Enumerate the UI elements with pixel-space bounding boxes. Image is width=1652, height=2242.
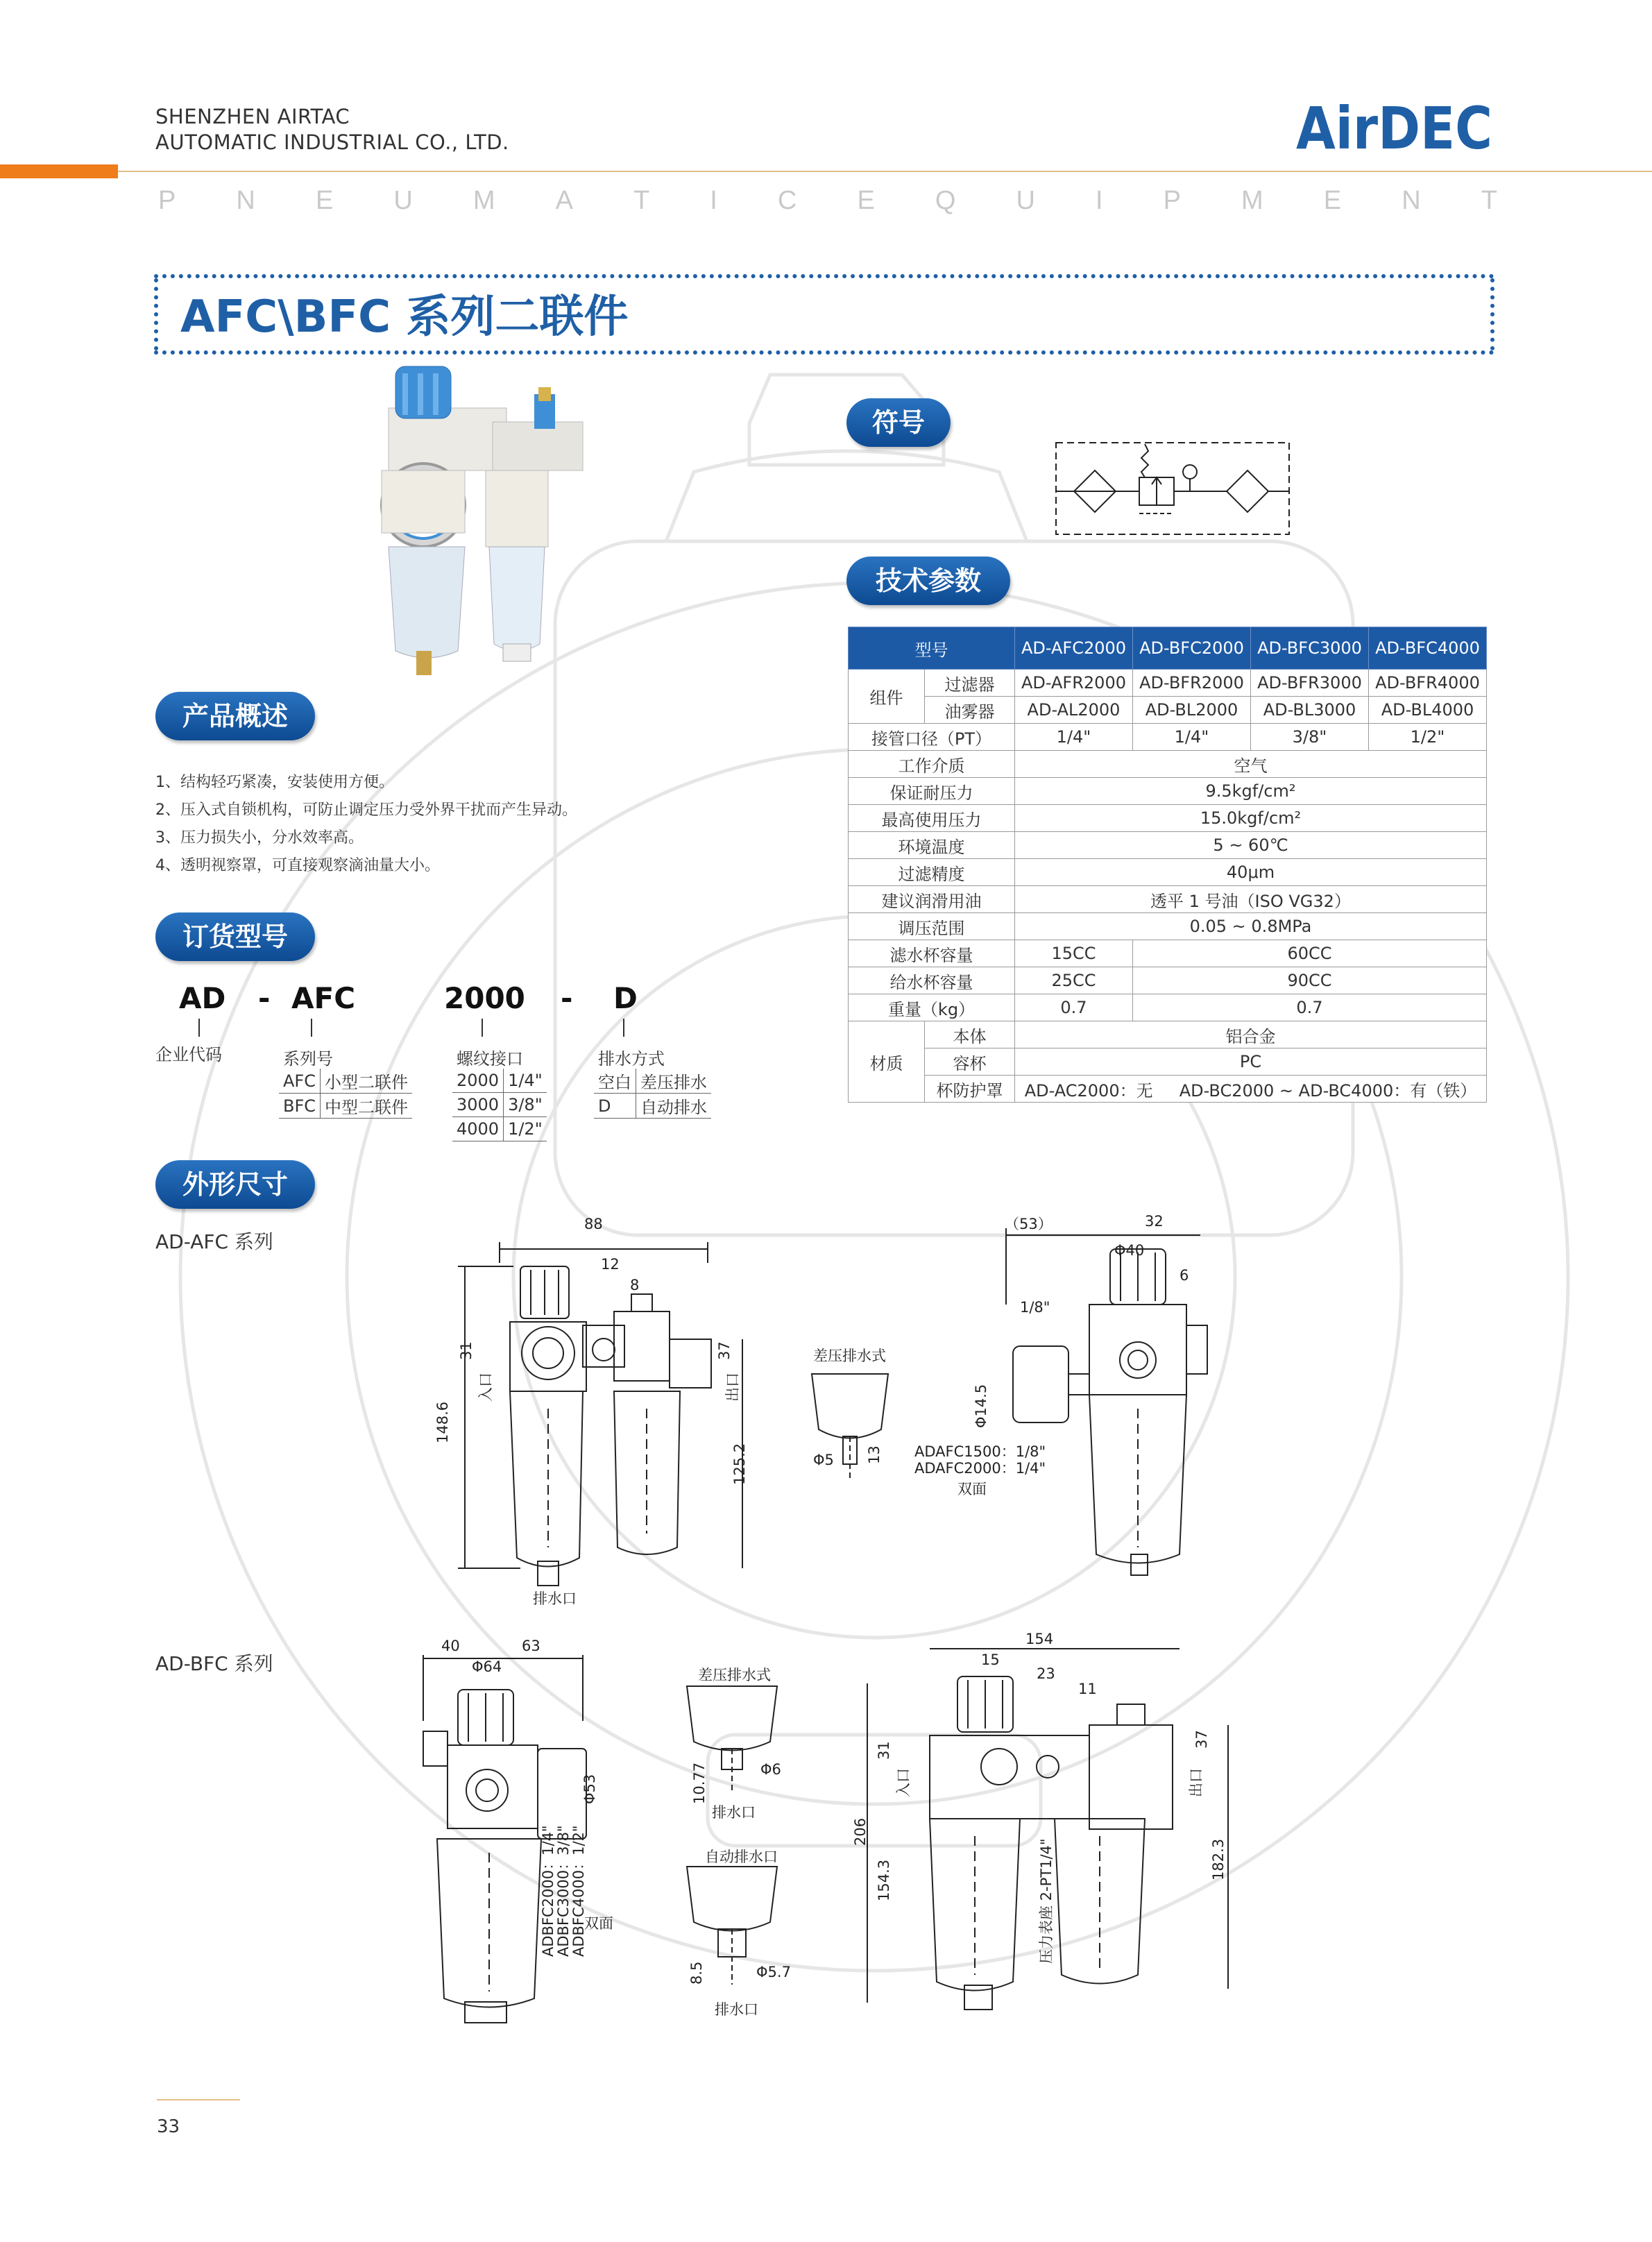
cell: AD-AFR2000 [1015, 670, 1133, 697]
cell: AD-BL2000 [1133, 697, 1251, 724]
cell: 中型二联件 [321, 1094, 413, 1119]
cell: AD-BFR3000 [1251, 670, 1369, 697]
cell: 1/4" [504, 1069, 547, 1093]
header-model: 型号 [849, 627, 1015, 670]
cell: 铝合金 [1015, 1021, 1487, 1048]
dim-53: （53） [1005, 1216, 1053, 1232]
tagline-letter: N [236, 186, 255, 215]
list-item: 3、压力损失小，分水效率高。 [155, 829, 364, 847]
tagline-letter: I [710, 186, 717, 215]
label-drain-cap: 滤水杯容量 [849, 940, 1015, 967]
cell: 2000 [452, 1069, 504, 1093]
cell: AD-BFR4000 [1369, 670, 1487, 697]
cell: PC [1015, 1048, 1487, 1076]
spec-table [848, 627, 1487, 1103]
tagline-letter: T [633, 186, 650, 215]
label-component: 组件 [849, 670, 925, 724]
label-temp: 环境温度 [849, 832, 1015, 859]
cell: 透平 1 号油（ISO VG32） [1015, 886, 1487, 913]
bfc-drain-1: 排水口 [712, 1804, 756, 1821]
bfc-auto-title: 自动排水口 [705, 1849, 778, 1865]
cell: 1/2" [1369, 724, 1487, 751]
label-material: 材质 [849, 1021, 925, 1103]
label-maxp: 最高使用压力 [849, 805, 1015, 832]
tagline [158, 186, 1497, 216]
label-proof: 保证耐压力 [849, 778, 1015, 805]
afc-series-label: AD-AFC 系列 [155, 1230, 273, 1253]
cell: AFC [279, 1069, 321, 1094]
dim-13: 13 [866, 1445, 883, 1464]
cell: 3000 [452, 1093, 504, 1117]
label-medium: 工作介质 [849, 751, 1015, 778]
dim-phi53: Φ53 [581, 1774, 598, 1804]
code-ad: AD [179, 981, 226, 1015]
label-weight: 重量（kg） [849, 994, 1015, 1021]
page-number: 33 [157, 2116, 180, 2137]
dim-afc-125: 125.2 [731, 1443, 748, 1485]
label-filter: 过滤器 [925, 670, 1015, 697]
cell: 1/4" [1015, 724, 1133, 751]
afc-both-sides: 双面 [957, 1481, 987, 1497]
list-item: 1、结构轻巧紧凑，安装使用方便。 [155, 774, 394, 791]
cell: 40μm [1015, 859, 1487, 886]
header-rule [118, 171, 1652, 172]
dim-afc-148: 148.6 [434, 1401, 451, 1443]
label-lubricator: 油雾器 [925, 697, 1015, 724]
dim-11: 11 [1078, 1681, 1097, 1697]
dim-afc-31: 31 [458, 1341, 475, 1360]
cell: 1/2" [504, 1117, 547, 1141]
afc-diff-title: 差压排水式 [813, 1348, 886, 1364]
drain-table [594, 1069, 711, 1119]
dim-phi6: Φ6 [760, 1761, 781, 1778]
dim-23: 23 [1037, 1665, 1055, 1682]
tagline-letter: U [393, 186, 413, 215]
cell: AD-BL4000 [1369, 697, 1487, 724]
company-name [155, 104, 509, 155]
cell: 自动排水 [636, 1094, 712, 1119]
code-dash-2: - [561, 981, 573, 1015]
cell: 0.05 ~ 0.8MPa [1015, 913, 1487, 940]
cell: D [594, 1094, 636, 1119]
tagline-letter: M [1241, 186, 1263, 215]
cell: AD-AL2000 [1015, 697, 1133, 724]
logo-text: AirDEC [1296, 94, 1492, 162]
label-outlet: 出口 [724, 1373, 741, 1402]
code-d: D [613, 981, 638, 1015]
cell: 90CC [1133, 967, 1487, 994]
dim-bfc-37: 37 [1193, 1730, 1210, 1749]
label-cup: 容杯 [925, 1048, 1015, 1076]
code-afc: AFC [291, 981, 356, 1015]
bfc-outlet: 出口 [1188, 1768, 1204, 1797]
section-symbol: 符号 [846, 398, 951, 447]
code-dash-1: - [258, 981, 271, 1015]
section-overview: 产品概述 [155, 692, 315, 740]
cell: AD-BL3000 [1251, 697, 1369, 724]
overview-list [155, 769, 577, 880]
header-accent-bar [0, 164, 118, 178]
bfc-series-label: AD-BFC 系列 [155, 1652, 273, 1675]
label-inlet: 入口 [477, 1373, 494, 1402]
tagline-letter: T [1481, 186, 1497, 215]
bfc-note-2: ADBFC3000：3/8" [555, 1825, 572, 1957]
bfc-right-drawing [860, 1642, 1249, 2030]
header-bfc3000: AD-BFC3000 [1251, 627, 1369, 670]
dim-8-5: 8.5 [688, 1961, 705, 1985]
label-oil: 建议润滑用油 [849, 886, 1015, 913]
tagline-letter: E [857, 186, 875, 215]
dim-bfc-31: 31 [876, 1741, 892, 1760]
page-number-rule [157, 2099, 240, 2100]
page-title: AFC\BFC 系列二联件 [180, 291, 629, 343]
cell: 60CC [1133, 940, 1487, 967]
cell: 15CC [1015, 940, 1133, 967]
dim-206: 206 [852, 1817, 869, 1846]
header-bfc4000: AD-BFC4000 [1369, 627, 1487, 670]
tagline-letter: N [1402, 186, 1421, 215]
label-port: 接管口径（PT） [849, 724, 1015, 751]
label-body: 本体 [925, 1021, 1015, 1048]
label-oil-cap: 给水杯容量 [849, 967, 1015, 994]
afc-note-1: ADAFC1500：1/8" [914, 1443, 1046, 1460]
thread-label: 螺纹接口 [457, 1049, 523, 1069]
cell: 9.5kgf/cm² [1015, 778, 1487, 805]
dim-phi5: Φ5 [813, 1452, 834, 1468]
code-tick [311, 1019, 312, 1037]
afc-front-drawing [444, 1235, 749, 1610]
section-specs: 技术参数 [846, 557, 1010, 605]
header-bfc2000: AD-BFC2000 [1133, 627, 1251, 670]
dim-15: 15 [981, 1651, 1000, 1668]
afc-note-2: ADAFC2000：1/4" [914, 1460, 1046, 1477]
cell: 小型二联件 [321, 1069, 413, 1094]
dim-154-3: 154.3 [876, 1859, 892, 1901]
code-tick [198, 1019, 200, 1037]
tagline-letter: C [777, 186, 797, 215]
dim-10-77: 10.77 [691, 1762, 708, 1804]
tagline-letter: E [1323, 186, 1342, 215]
bfc-gauge-port: 压力表座 2-PT1/4" [1038, 1838, 1055, 1964]
drain-label: 排水方式 [598, 1049, 665, 1069]
cell: 1/4" [1133, 724, 1251, 751]
airdec-logo [1296, 94, 1494, 162]
bfc-inlet: 入口 [895, 1768, 912, 1797]
tagline-letter: A [555, 186, 573, 215]
dim-6: 6 [1180, 1267, 1189, 1284]
dim-phi40: Φ40 [1114, 1242, 1145, 1259]
label-drain: 排水口 [533, 1590, 577, 1607]
pneumatic-symbol [1055, 437, 1291, 541]
bfc-both-sides: 双面 [584, 1915, 613, 1932]
cell: 4000 [452, 1117, 504, 1141]
bfc-drain-2: 排水口 [715, 2001, 758, 2018]
section-dimensions: 外形尺寸 [155, 1160, 315, 1209]
cell: 差压排水 [636, 1069, 712, 1094]
series-table [279, 1069, 412, 1119]
label-range: 调压范围 [849, 913, 1015, 940]
bfc-note-3: ADBFC4000：1/2" [570, 1825, 587, 1957]
cell: 空白 [594, 1069, 636, 1094]
enterprise-label: 企业代码 [155, 1045, 222, 1064]
cell: 15.0kgf/cm² [1015, 805, 1487, 832]
dim-afc-12: 12 [601, 1256, 620, 1273]
thread-table [452, 1069, 547, 1141]
bfc-diff-title: 差压排水式 [698, 1667, 771, 1683]
code-2000: 2000 [444, 981, 525, 1015]
dim-63: 63 [522, 1638, 540, 1654]
dim-154: 154 [1025, 1631, 1054, 1647]
tagline-letter: U [1016, 186, 1035, 215]
series-label: 系列号 [283, 1049, 333, 1069]
label-guard: 杯防护罩 [925, 1076, 1015, 1103]
list-item: 4、透明视察罩，可直接观察滴油量大小。 [155, 857, 440, 874]
cell: 0.7 [1133, 994, 1487, 1021]
section-ordering: 订货型号 [155, 912, 315, 961]
dim-phi5-7: Φ5.7 [756, 1964, 791, 1980]
tagline-letter: E [315, 186, 334, 215]
tagline-letter: P [158, 186, 176, 215]
list-item: 2、压入式自锁机构，可防止调定压力受外界干扰而产生异动。 [155, 801, 577, 819]
code-tick [482, 1019, 483, 1037]
cell: AD-BFR2000 [1133, 670, 1251, 697]
dim-40: 40 [441, 1638, 460, 1654]
cell: 25CC [1015, 967, 1133, 994]
tagline-letter: I [1096, 186, 1103, 215]
cell: AD-AC2000：无 AD-BC2000 ~ AD-BC4000：有（铁） [1015, 1076, 1487, 1103]
cell: 3/8" [1251, 724, 1369, 751]
cell: 5 ~ 60℃ [1015, 832, 1487, 859]
tagline-letter: M [472, 186, 495, 215]
cell: 空气 [1015, 751, 1487, 778]
dim-afc-8: 8 [630, 1277, 640, 1293]
tagline-letter: P [1163, 186, 1181, 215]
cell: 3/8" [504, 1093, 547, 1117]
cell: 0.7 [1015, 994, 1133, 1021]
dim-afc-37: 37 [716, 1341, 733, 1360]
dim-phi64: Φ64 [472, 1658, 502, 1675]
header-afc2000: AD-AFC2000 [1015, 627, 1133, 670]
company-line-1: SHENZHEN AIRTAC [155, 105, 350, 128]
tagline-letter: Q [935, 186, 956, 215]
dim-pt18: 1/8" [1020, 1299, 1050, 1316]
dim-182-3: 182.3 [1210, 1838, 1227, 1880]
dim-32: 32 [1145, 1213, 1164, 1230]
company-line-2: AUTOMATIC INDUSTRIAL CO., LTD. [155, 130, 509, 154]
bfc-note-1: ADBFC2000：1/4" [540, 1825, 556, 1957]
cell: BFC [279, 1094, 321, 1119]
label-precision: 过滤精度 [849, 859, 1015, 886]
code-tick [623, 1019, 624, 1037]
dim-phi14: Φ14.5 [973, 1384, 989, 1428]
bfc-left-drawing [409, 1651, 624, 2026]
dim-afc-88: 88 [584, 1216, 603, 1232]
product-photo [375, 366, 597, 679]
